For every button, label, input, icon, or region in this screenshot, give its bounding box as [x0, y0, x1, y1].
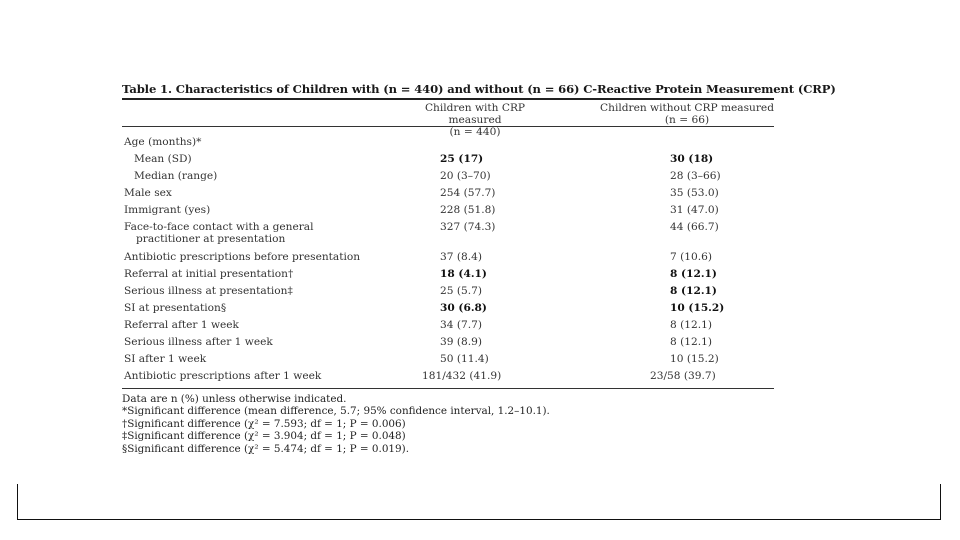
row-label: Face-to-face contact with a general practitioner at presentation: [124, 221, 314, 245]
row-label: Median (range): [134, 170, 218, 182]
table-title: Table 1. Characteristics of Children with (n = 440) and without (n = 66) C-Reactive Protein Measurement (CRP): [122, 82, 836, 96]
cell-without-crp: 44 (66.7): [670, 221, 719, 233]
footnote: *Significant difference (mean difference, 5.7; 95% confidence interval, 1.2–10.1).: [122, 405, 550, 418]
cell-with-crp: 254 (57.7): [440, 187, 496, 199]
row-label: Serious illness at presentation‡: [124, 285, 293, 297]
cell-without-crp: 10 (15.2): [670, 302, 725, 314]
cell-with-crp: 25 (17): [440, 153, 484, 165]
row-label: Mean (SD): [134, 153, 192, 165]
column-header-with-crp: Children with CRP measured (n = 440): [424, 102, 526, 138]
row-label: Antibiotic prescriptions after 1 week: [124, 370, 322, 382]
table-1: [122, 82, 836, 455]
footnote: ‡Significant difference (χ² = 3.904; df = 1; P = 0.048): [122, 430, 406, 443]
row-label: SI after 1 week: [124, 353, 207, 365]
cell-with-crp: 25 (5.7): [440, 285, 482, 297]
footnote: §Significant difference (χ² = 5.474; df = 1; P = 0.019).: [122, 442, 410, 455]
cell-without-crp: 10 (15.2): [670, 353, 719, 365]
cell-with-crp: 18 (4.1): [440, 268, 487, 280]
row-label: Serious illness after 1 week: [124, 336, 273, 348]
column-header-row: [122, 100, 774, 138]
row-label: Antibiotic prescriptions before presentation: [124, 251, 361, 263]
row-label: Age (months)*: [124, 136, 202, 148]
cell-with-crp: 20 (3–70): [440, 170, 491, 182]
table-footnotes: [122, 389, 774, 455]
row-label: Male sex: [124, 187, 172, 199]
row-label: Referral at initial presentation†: [124, 268, 294, 280]
cell-without-crp: 31 (47.0): [670, 204, 719, 216]
cell-without-crp: 28 (3–66): [670, 170, 721, 182]
cell-without-crp: 8 (12.1): [670, 319, 712, 331]
cell-without-crp: 30 (18): [670, 153, 714, 165]
cell-with-crp: 37 (8.4): [440, 251, 482, 263]
cell-with-crp: 327 (74.3): [440, 221, 496, 233]
column-header-without-crp: Children without CRP measured (n = 66): [600, 102, 774, 126]
slide-frame: [17, 484, 941, 520]
cell-without-crp: 8 (12.1): [670, 268, 717, 280]
cell-without-crp: 8 (12.1): [670, 336, 712, 348]
footnote: Data are n (%) unless otherwise indicated.: [122, 393, 347, 405]
row-label: Immigrant (yes): [124, 204, 211, 216]
cell-with-crp: 39 (8.9): [440, 336, 482, 348]
cell-with-crp: 34 (7.7): [440, 319, 482, 331]
table-body: [122, 127, 774, 388]
cell-without-crp: 7 (10.6): [670, 251, 712, 263]
cell-without-crp: 8 (12.1): [670, 285, 717, 297]
cell-with-crp: 228 (51.8): [440, 204, 496, 216]
cell-with-crp: 181/432 (41.9): [422, 370, 502, 382]
cell-with-crp: 30 (6.8): [440, 302, 487, 314]
row-label: SI at presentation§: [124, 302, 227, 314]
cell-without-crp: 35 (53.0): [670, 187, 719, 199]
cell-with-crp: 50 (11.4): [440, 353, 489, 365]
footnote: †Significant difference (χ² = 7.593; df = 1; P = 0.006): [122, 417, 406, 430]
cell-without-crp: 23/58 (39.7): [650, 370, 716, 382]
row-label: Referral after 1 week: [124, 319, 239, 331]
